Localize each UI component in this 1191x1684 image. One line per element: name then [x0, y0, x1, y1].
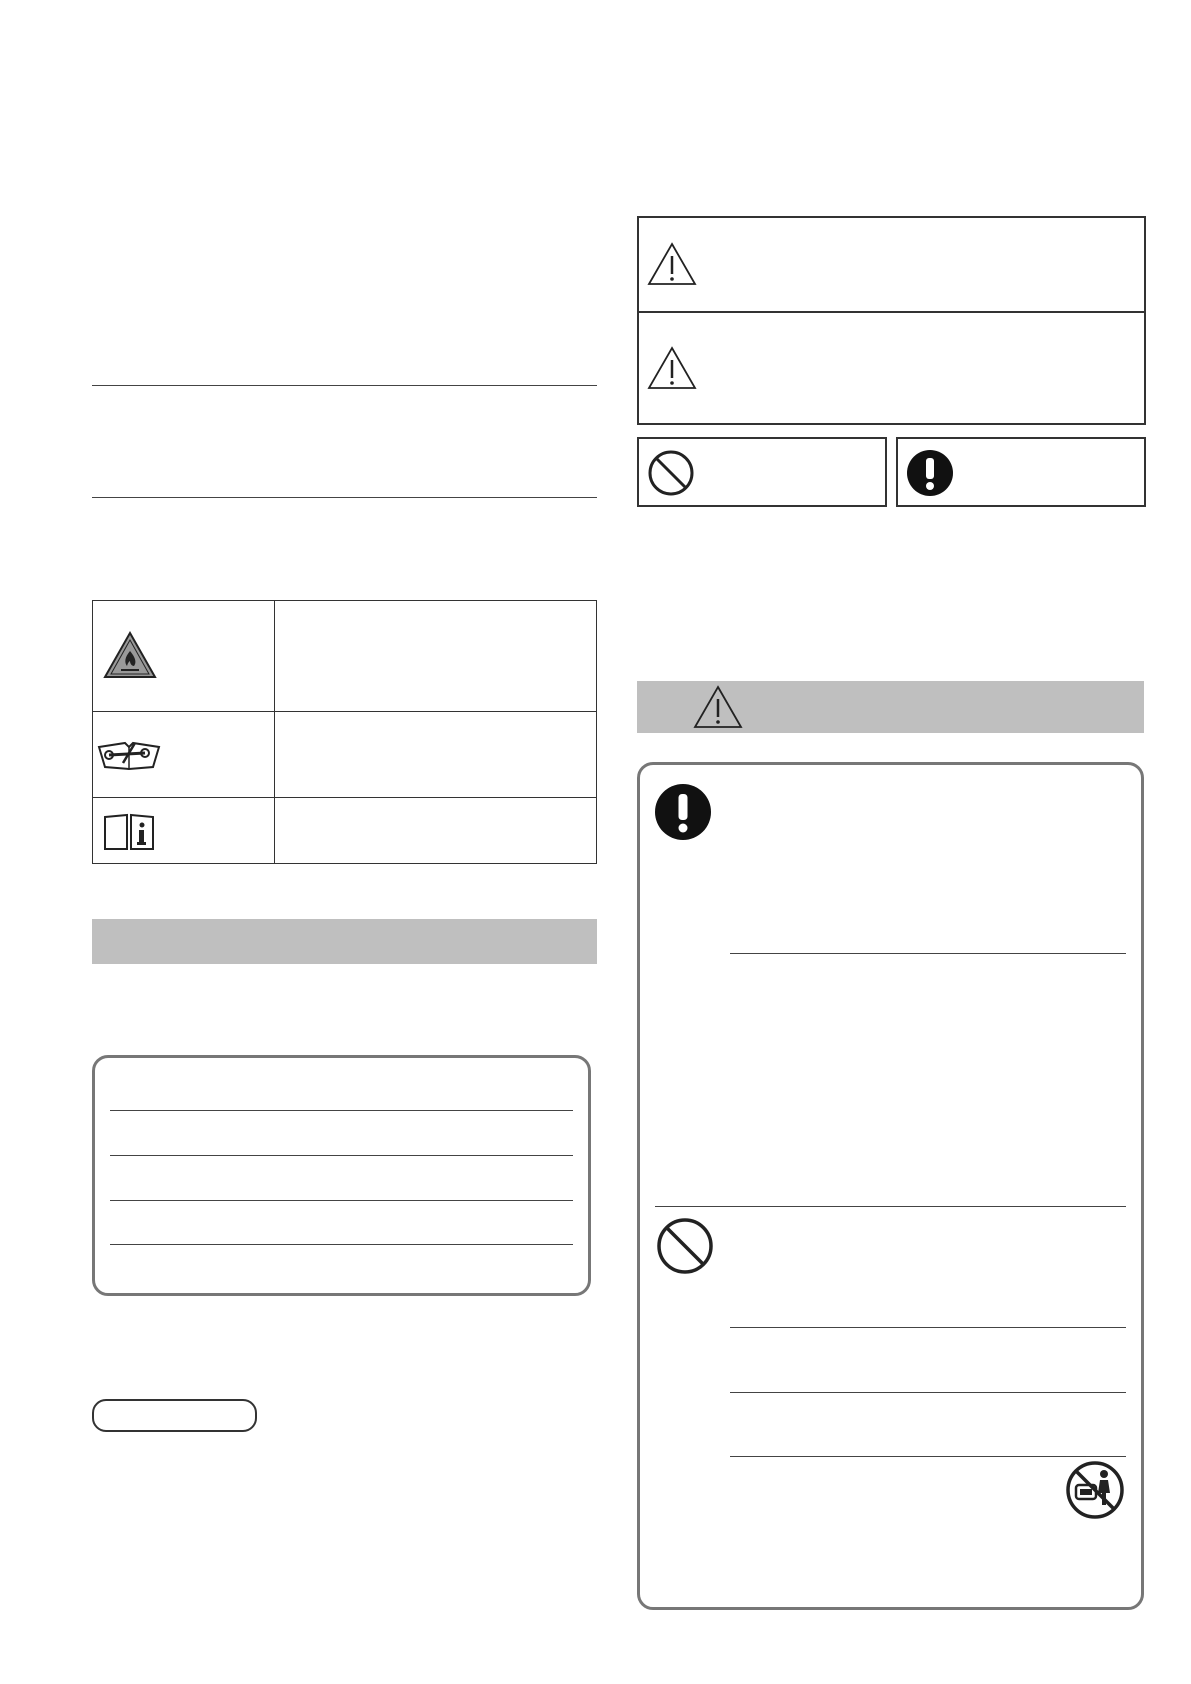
symbol-table: [92, 600, 597, 864]
mandatory-legend: [896, 437, 1146, 507]
service-manual-icon: [95, 733, 163, 773]
flammable-warning-icon: [103, 631, 157, 679]
prohibition-legend: [637, 437, 887, 507]
prohibition-icon: [647, 449, 695, 497]
record-line: [110, 1155, 573, 1156]
caution-triangle-icon: [647, 346, 697, 390]
no-children-play-icon: [1064, 1459, 1126, 1521]
caution-section-bar: [637, 681, 1144, 733]
warning-row-divider: [639, 311, 1144, 313]
record-line: [110, 1200, 573, 1201]
table-column-divider: [274, 601, 275, 863]
mandatory-icon: [654, 783, 712, 841]
mandatory-icon: [906, 449, 954, 497]
item-divider: [730, 1456, 1126, 1457]
table-row-divider: [93, 797, 596, 798]
safety-instructions-box: [637, 762, 1144, 1610]
caution-triangle-icon: [647, 242, 697, 286]
section-divider: [655, 1206, 1126, 1207]
item-divider: [730, 1392, 1126, 1393]
read-instructions-icon: [103, 811, 155, 851]
small-pill-label: [92, 1399, 257, 1432]
record-box: [92, 1055, 591, 1296]
top-divider: [92, 385, 597, 386]
record-line: [110, 1244, 573, 1245]
section-header-bar: [92, 919, 597, 964]
caution-triangle-icon: [693, 685, 743, 729]
item-divider: [730, 1327, 1126, 1328]
warning-box: [637, 216, 1146, 425]
record-line: [110, 1110, 573, 1111]
prohibition-icon: [656, 1217, 714, 1275]
second-divider: [92, 497, 597, 498]
item-divider: [730, 953, 1126, 954]
table-row-divider: [93, 711, 596, 712]
